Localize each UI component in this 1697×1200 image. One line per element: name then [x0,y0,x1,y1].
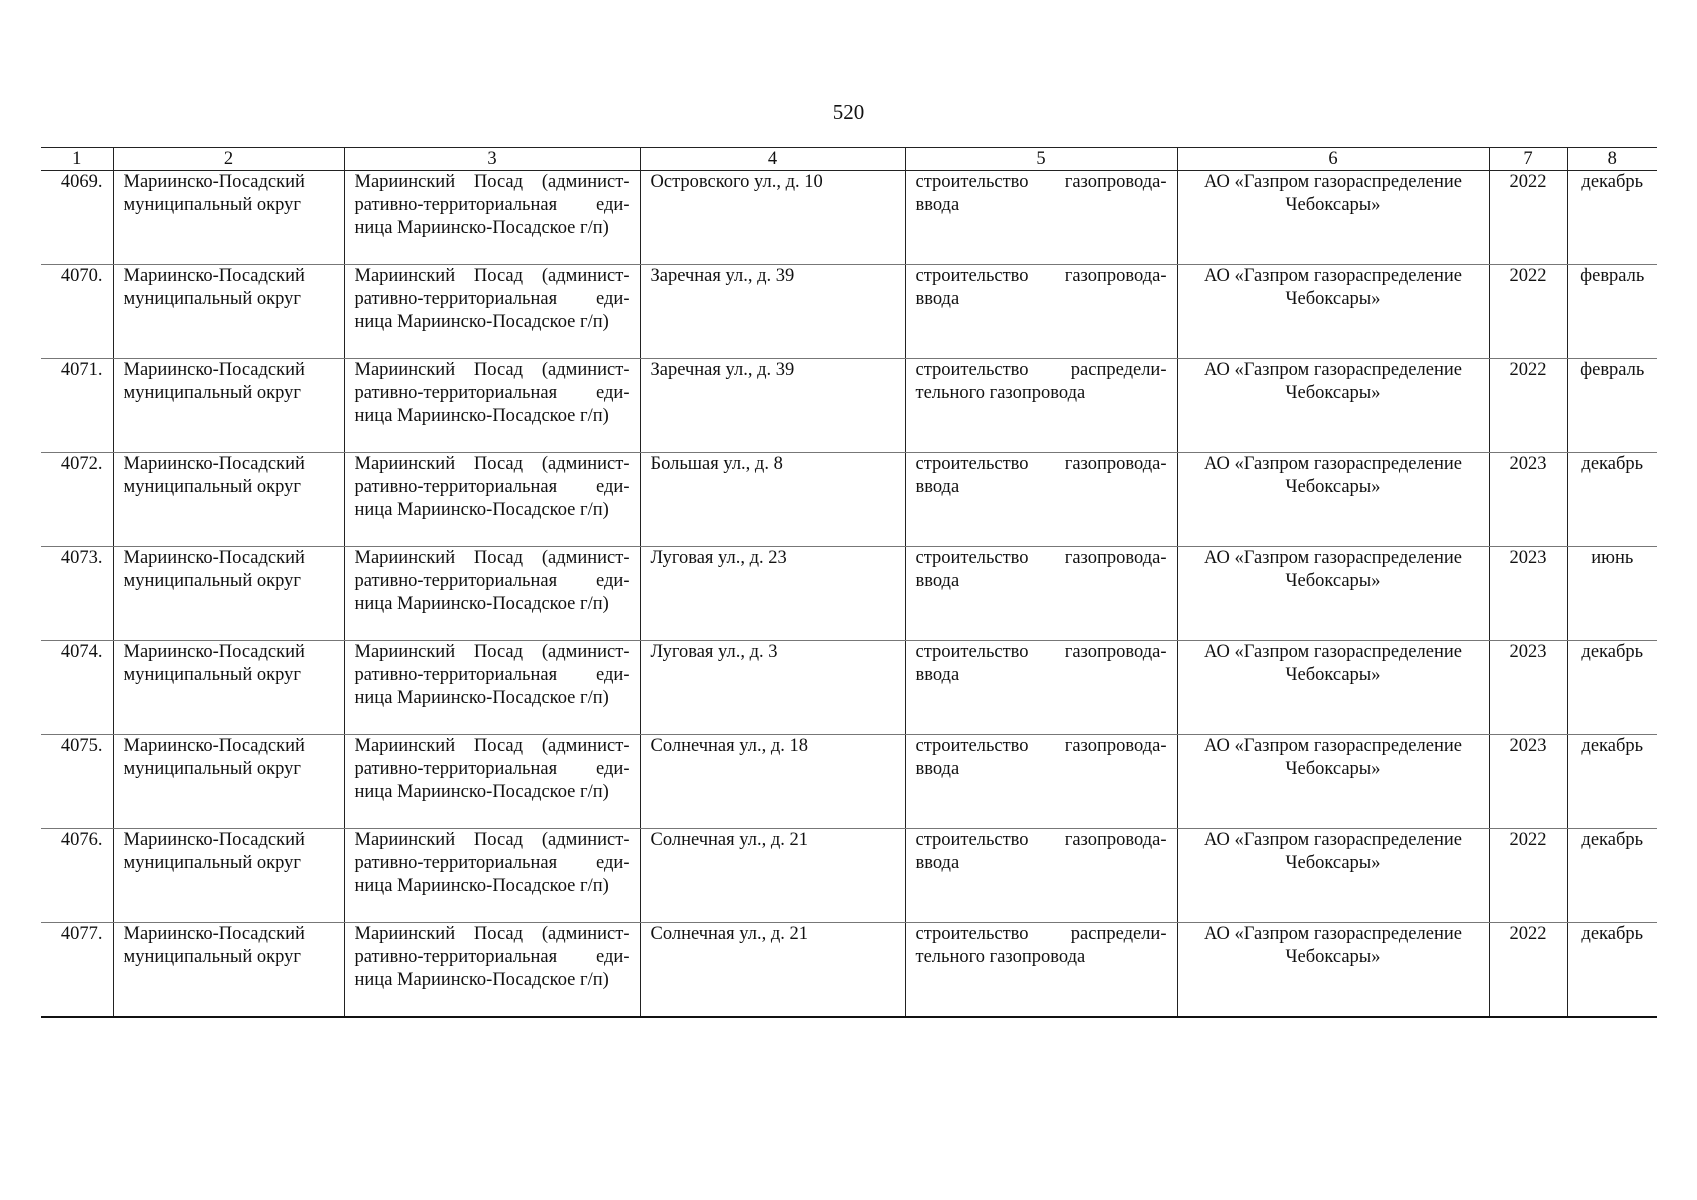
column-header: 6 [1177,148,1489,171]
column-header: 5 [905,148,1177,171]
year-cell: 2022 [1489,829,1567,923]
page-number: 520 [832,100,865,124]
column-header: 2 [113,148,344,171]
settlement-cell: Мариинский Посад (админист-ративно-территориальная еди-ница Мариинско-Посадское г/п) [344,359,640,453]
row-number: 4076. [41,829,113,923]
year-cell: 2022 [1489,171,1567,265]
month-cell: декабрь [1567,641,1657,735]
settlement-cell: Мариинский Посад (админист-ративно-территориальная еди-ница Мариинско-Посадское г/п) [344,453,640,547]
header-row [41,148,1657,171]
table-row [41,171,1657,265]
address-cell: Луговая ул., д. 23 [640,547,905,641]
table-row [41,359,1657,453]
address-cell: Большая ул., д. 8 [640,453,905,547]
row-number: 4069. [41,171,113,265]
settlement-cell: Мариинский Посад (админист-ративно-территориальная еди-ница Мариинско-Посадское г/п) [344,547,640,641]
row-number: 4073. [41,547,113,641]
work-type-cell: строительство газопровода-ввода [905,171,1177,265]
district-cell: Мариинско-Посадский муниципальный округ [113,547,344,641]
work-type-cell: строительство газопровода-ввода [905,265,1177,359]
address-cell: Солнечная ул., д. 21 [640,829,905,923]
table-row [41,547,1657,641]
column-header: 1 [41,148,113,171]
district-cell: Мариинско-Посадский муниципальный округ [113,829,344,923]
row-number: 4077. [41,923,113,1017]
organization-cell: АО «Газпром газораспределение Чебоксары» [1177,547,1489,641]
year-cell: 2022 [1489,265,1567,359]
row-number: 4072. [41,453,113,547]
district-cell: Мариинско-Посадский муниципальный округ [113,359,344,453]
organization-cell: АО «Газпром газораспределение Чебоксары» [1177,265,1489,359]
month-cell: декабрь [1567,829,1657,923]
settlement-cell: Мариинский Посад (админист-ративно-территориальная еди-ница Мариинско-Посадское г/п) [344,265,640,359]
organization-cell: АО «Газпром газораспределение Чебоксары» [1177,453,1489,547]
year-cell: 2023 [1489,547,1567,641]
organization-cell: АО «Газпром газораспределение Чебоксары» [1177,829,1489,923]
month-cell: июнь [1567,547,1657,641]
column-header: 4 [640,148,905,171]
district-cell: Мариинско-Посадский муниципальный округ [113,735,344,829]
work-type-cell: строительство газопровода-ввода [905,829,1177,923]
table-row [41,735,1657,829]
month-cell: декабрь [1567,453,1657,547]
organization-cell: АО «Газпром газораспределение Чебоксары» [1177,171,1489,265]
address-cell: Островского ул., д. 10 [640,171,905,265]
year-cell: 2022 [1489,359,1567,453]
organization-cell: АО «Газпром газораспределение Чебоксары» [1177,359,1489,453]
table-row [41,641,1657,735]
settlement-cell: Мариинский Посад (админист-ративно-территориальная еди-ница Мариинско-Посадское г/п) [344,923,640,1017]
month-cell: декабрь [1567,923,1657,1017]
column-header: 8 [1567,148,1657,171]
settlement-cell: Мариинский Посад (админист-ративно-территориальная еди-ница Мариинско-Посадское г/п) [344,829,640,923]
organization-cell: АО «Газпром газораспределение Чебоксары» [1177,641,1489,735]
organization-cell: АО «Газпром газораспределение Чебоксары» [1177,923,1489,1017]
address-cell: Солнечная ул., д. 18 [640,735,905,829]
year-cell: 2022 [1489,923,1567,1017]
month-cell: февраль [1567,265,1657,359]
work-type-cell: строительство газопровода-ввода [905,453,1177,547]
address-cell: Заречная ул., д. 39 [640,359,905,453]
table-row [41,453,1657,547]
address-cell: Заречная ул., д. 39 [640,265,905,359]
district-cell: Мариинско-Посадский муниципальный округ [113,453,344,547]
month-cell: февраль [1567,359,1657,453]
row-number: 4071. [41,359,113,453]
work-type-cell: строительство газопровода-ввода [905,547,1177,641]
year-cell: 2023 [1489,735,1567,829]
registry-table [41,147,1657,1018]
organization-cell: АО «Газпром газораспределение Чебоксары» [1177,735,1489,829]
year-cell: 2023 [1489,641,1567,735]
table-body [41,171,1657,1017]
year-cell: 2023 [1489,453,1567,547]
row-number: 4070. [41,265,113,359]
work-type-cell: строительство распредели-тельного газопровода [905,359,1177,453]
district-cell: Мариинско-Посадский муниципальный округ [113,171,344,265]
table-row [41,829,1657,923]
settlement-cell: Мариинский Посад (админист-ративно-территориальная еди-ница Мариинско-Посадское г/п) [344,735,640,829]
district-cell: Мариинско-Посадский муниципальный округ [113,265,344,359]
table-header [41,148,1657,171]
work-type-cell: строительство распредели-тельного газопровода [905,923,1177,1017]
month-cell: декабрь [1567,735,1657,829]
row-number: 4074. [41,641,113,735]
work-type-cell: строительство газопровода-ввода [905,641,1177,735]
month-cell: декабрь [1567,171,1657,265]
address-cell: Солнечная ул., д. 21 [640,923,905,1017]
district-cell: Мариинско-Посадский муниципальный округ [113,923,344,1017]
table-row [41,265,1657,359]
settlement-cell: Мариинский Посад (админист-ративно-территориальная еди-ница Мариинско-Посадское г/п) [344,171,640,265]
district-cell: Мариинско-Посадский муниципальный округ [113,641,344,735]
table-row [41,923,1657,1017]
row-number: 4075. [41,735,113,829]
settlement-cell: Мариинский Посад (админист-ративно-территориальная еди-ница Мариинско-Посадское г/п) [344,641,640,735]
work-type-cell: строительство газопровода-ввода [905,735,1177,829]
address-cell: Луговая ул., д. 3 [640,641,905,735]
column-header: 3 [344,148,640,171]
column-header: 7 [1489,148,1567,171]
